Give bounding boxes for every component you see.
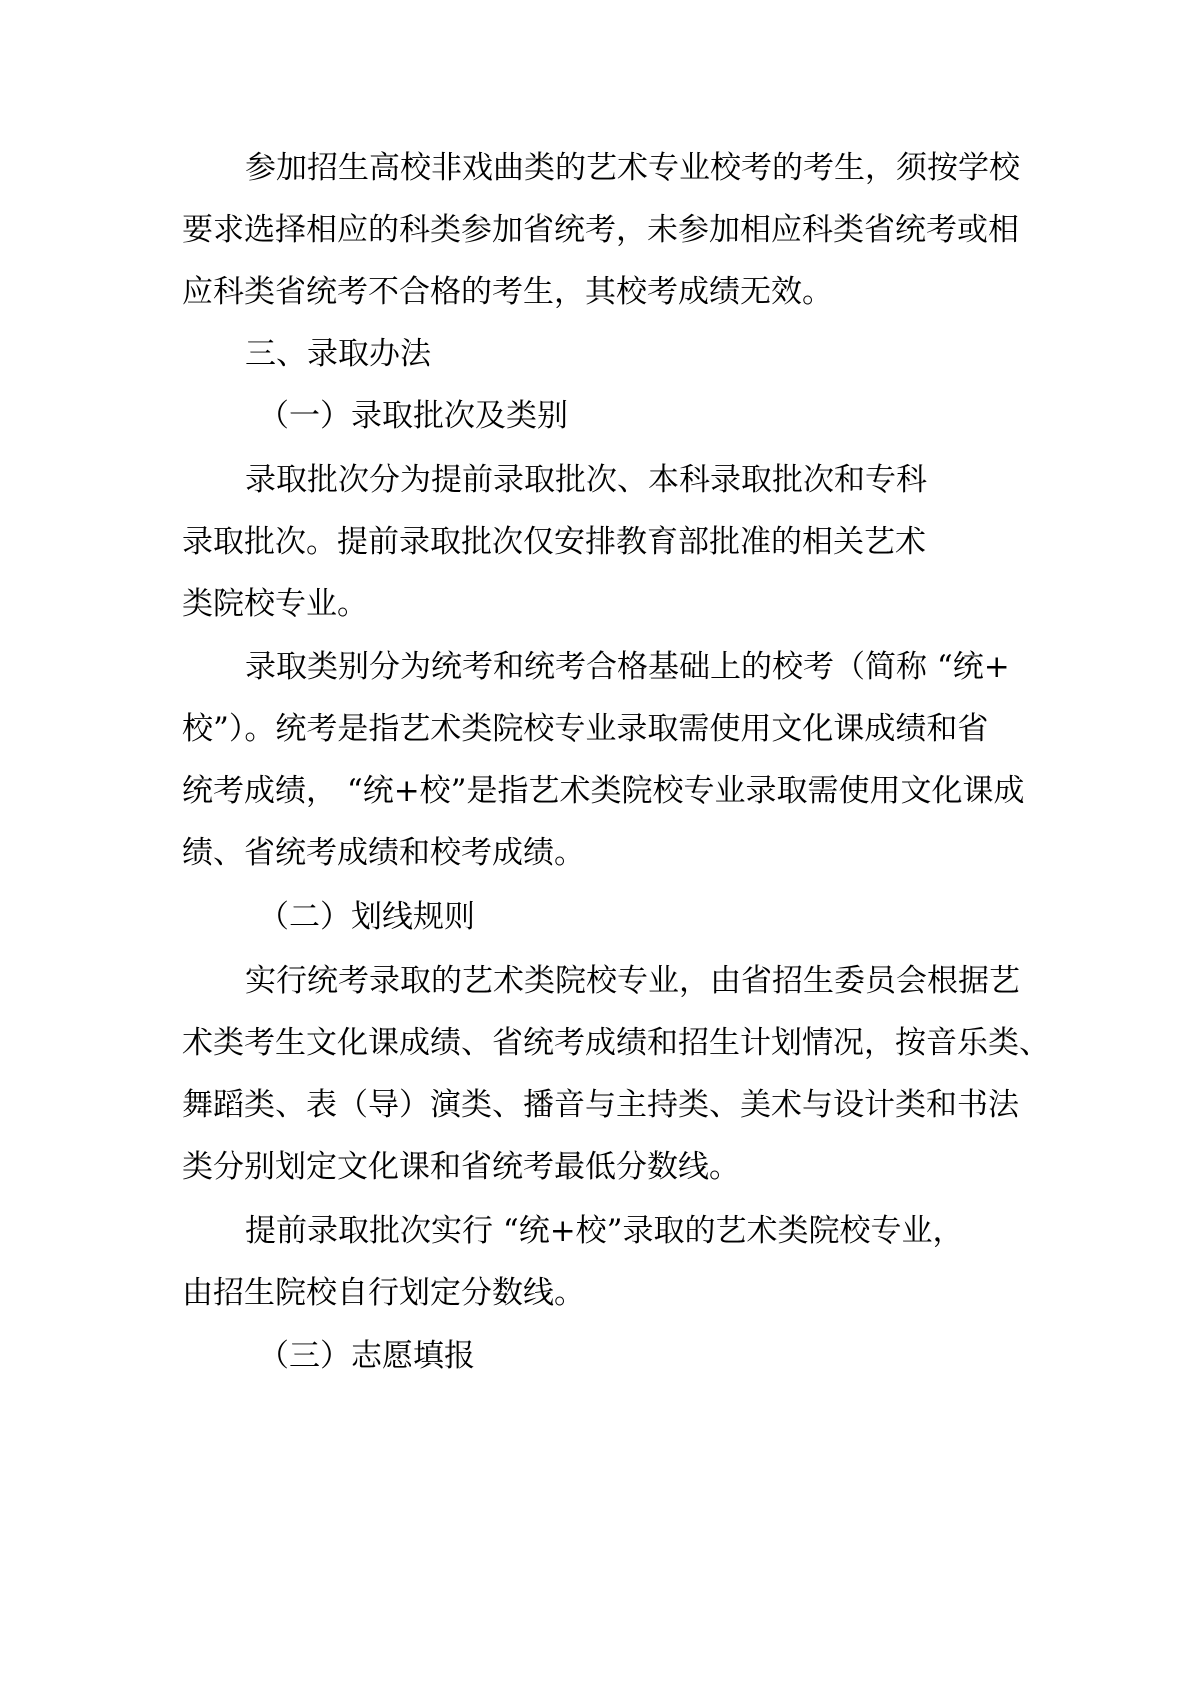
section-heading: 三、录取办法 <box>245 336 431 372</box>
paragraph-line: 类分别划定文化课和省统考最低分数线。 <box>182 1149 740 1185</box>
paragraph-line: 录取批次。提前录取批次仅安排教育部批准的相关艺术 <box>182 524 926 560</box>
paragraph-line: 舞蹈类、表（导）演类、播音与主持类、美术与设计类和书法 <box>182 1087 1019 1123</box>
paragraph-line: 类院校专业。 <box>182 586 368 622</box>
subsection-heading: （二）划线规则 <box>258 899 475 935</box>
paragraph-line: 校”）。统考是指艺术类院校专业录取需使用文化课成绩和省 <box>182 711 989 747</box>
paragraph-line: 实行统考录取的艺术类院校专业，由省招生委员会根据艺 <box>245 963 1020 999</box>
paragraph-line: 录取类别分为统考和统考合格基础上的校考（简称 “统+ <box>245 649 1010 685</box>
paragraph-line: 绩、省统考成绩和校考成绩。 <box>182 835 585 871</box>
paragraph-line: 录取批次分为提前录取批次、本科录取批次和专科 <box>245 462 927 498</box>
subsection-heading: （三）志愿填报 <box>258 1338 475 1374</box>
paragraph-line: 参加招生高校非戏曲类的艺术专业校考的考生，须按学校 <box>245 150 1020 186</box>
paragraph-line: 提前录取批次实行 “统+校”录取的艺术类院校专业， <box>245 1213 964 1249</box>
paragraph-line: 术类考生文化课成绩、省统考成绩和招生计划情况，按音乐类、 <box>182 1025 1050 1061</box>
paragraph-line: 应科类省统考不合格的考生，其校考成绩无效。 <box>182 274 833 310</box>
subsection-heading: （一）录取批次及类别 <box>258 398 568 434</box>
paragraph-line: 由招生院校自行划定分数线。 <box>182 1275 585 1311</box>
paragraph-line: 要求选择相应的科类参加省统考，未参加相应科类省统考或相 <box>182 212 1019 248</box>
paragraph-line: 统考成绩， “统+校”是指艺术类院校专业录取需使用文化课成 <box>182 773 1025 809</box>
